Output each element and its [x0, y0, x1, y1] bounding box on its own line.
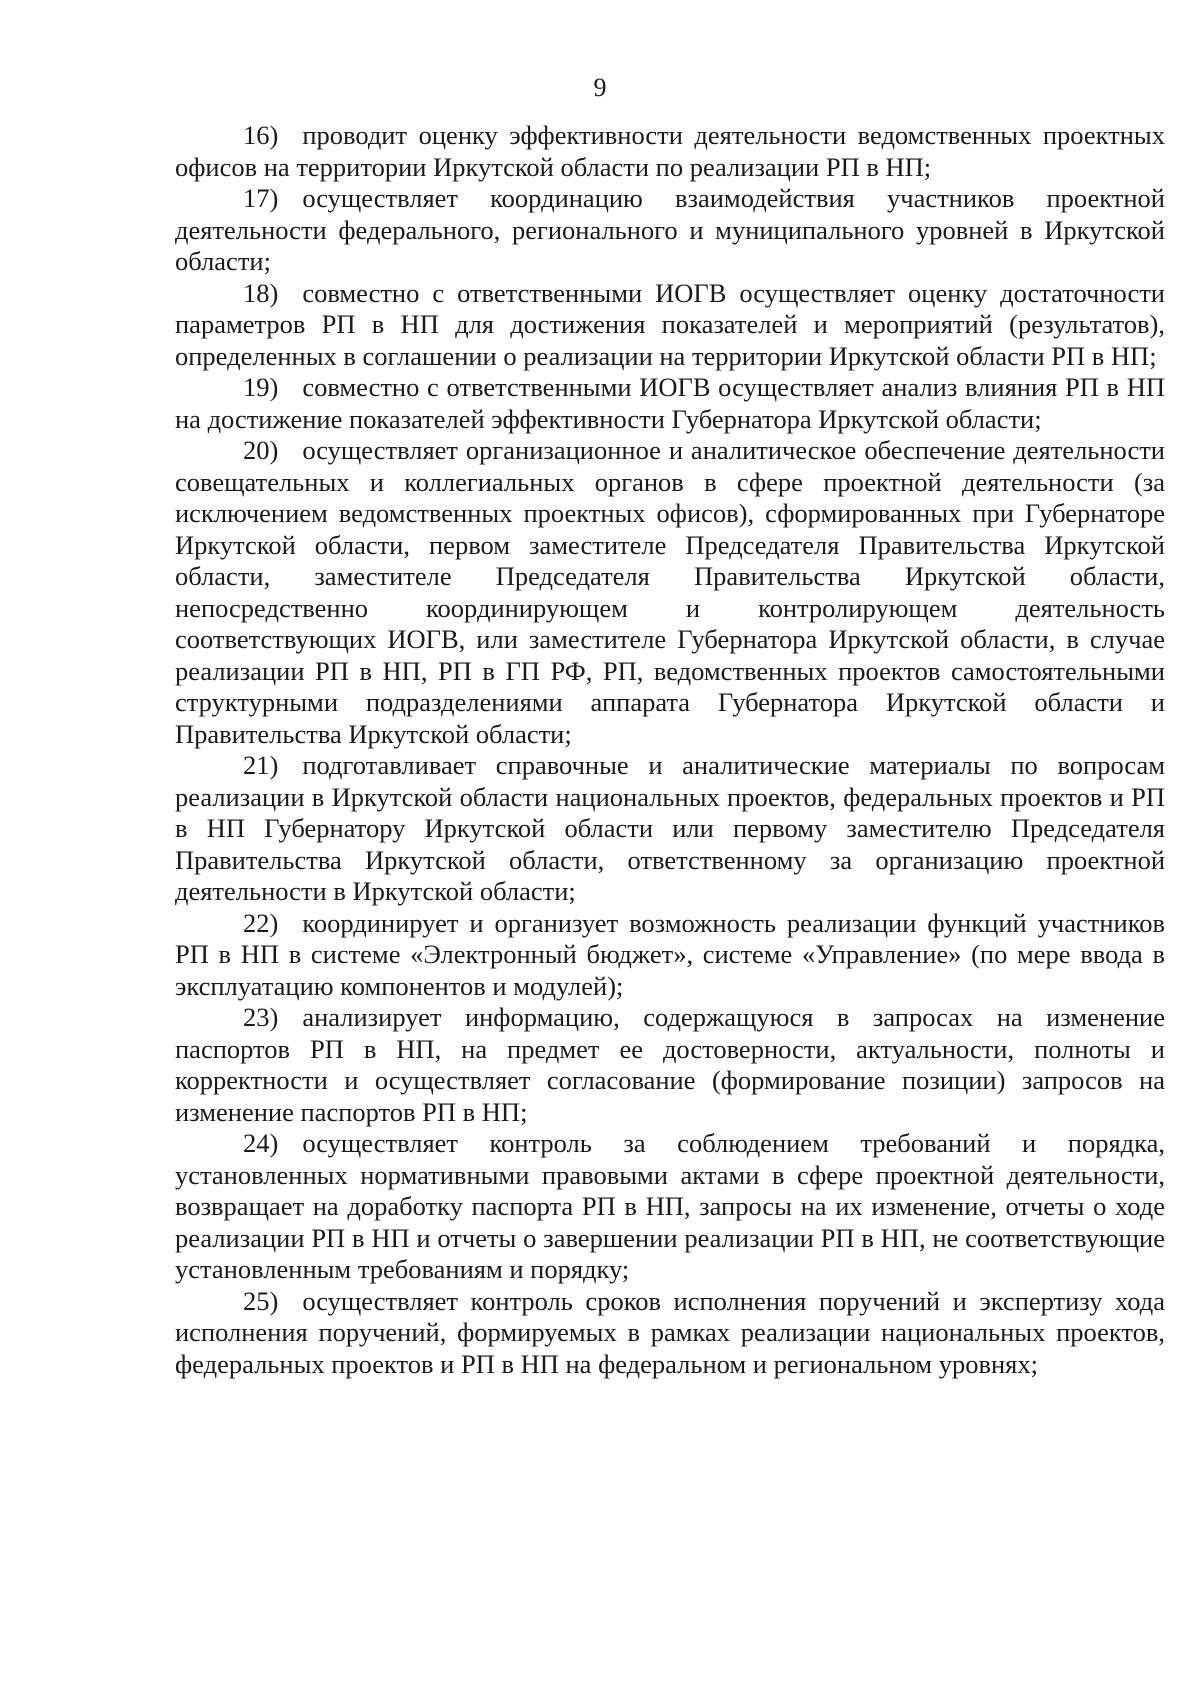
item-text: анализирует информацию, содержащуюся в запросах на изменение паспортов РП в НП, на предмет ее достоверности, актуальности, полноты и корректности и осуществляет согласование (формирование позиции) запросов на изменение паспортов РП в НП; [175, 1002, 1165, 1127]
item-text: совместно с ответственными ИОГВ осуществляет оценку достаточности параметров РП в НП для достижения показателей и мероприятий (результатов), определенных в соглашении о реализации на территории Иркутской области РП в НП; [175, 277, 1165, 371]
list-item [175, 1286, 1165, 1381]
item-text: координирует и организует возможность реализации функций участников РП в НП в системе «Электронный бюджет», системе «Управление» (по мере ввода в эксплуатацию компонентов и модулей); [175, 907, 1165, 1001]
list-item [175, 750, 1165, 908]
page-number: 9 [593, 73, 607, 102]
list-item [175, 1128, 1165, 1286]
item-number: 21) [243, 750, 279, 780]
item-number: 20) [243, 435, 279, 465]
list-item [175, 120, 1165, 183]
item-number: 22) [243, 907, 279, 938]
item-text: осуществляет организационное и аналитическое обеспечение деятельности совещательных и коллегиальных органов в сфере проектной деятельности (за исключением ведомственных проектных офисов), сформированных при Губернаторе Иркутской области, первом заместителе Председателя Правительства Иркутской области, заместителе Председателя Правительства Иркутской области, непосредственно координирующем и контролирующем деятельность соответствующих ИОГВ, или заместителе Губернатора Иркутской области, в случае реализации РП в НП, РП в ГП РФ, РП, ведомственных проектов самостоятельными структурными подразделениями аппарата Губернатора Иркутской области и Правительства Иркутской области; [175, 435, 1165, 749]
item-text: осуществляет контроль за соблюдением требований и порядка, установленных нормативными правовыми актами в сфере проектной деятельности, возвращает на доработку паспорта РП в НП, запросы на их изменение, отчеты о ходе реализации РП в НП и отчеты о завершении реализации РП в НП, не соответствующие установленным требованиям и порядку; [175, 1128, 1165, 1284]
list-item [175, 1002, 1165, 1128]
item-number: 25) [243, 1285, 279, 1316]
list-item [175, 183, 1165, 278]
item-number: 16) [243, 120, 279, 150]
item-text: осуществляет контроль сроков исполнения поручений и экспертизу хода исполнения поручений, формируемых в рамках реализации национальных проектов, федеральных проектов и РП в НП на федеральном и региональном уровнях; [175, 1285, 1165, 1379]
document-body [175, 120, 1165, 1380]
item-number: 19) [243, 372, 279, 402]
item-text: совместно с ответственными ИОГВ осуществляет анализ влияния РП в НП на достижение показателей эффективности Губернатора Иркутской области; [175, 372, 1165, 434]
list-item [175, 908, 1165, 1003]
item-text: подготавливает справочные и аналитические материалы по вопросам реализации в Иркутской области национальных проектов, федеральных проектов и РП в НП Губернатору Иркутской области или первому заместителю Председателя Правительства Иркутской области, ответственному за организацию проектной деятельности в Иркутской области; [175, 750, 1165, 906]
item-text: осуществляет координацию взаимодействия участников проектной деятельности федерального, регионального и муниципального уровней в Иркутской области; [175, 183, 1165, 276]
list-item [175, 278, 1165, 373]
item-number: 18) [243, 277, 279, 308]
list-item [175, 372, 1165, 435]
item-number: 24) [243, 1128, 279, 1158]
item-number: 17) [243, 183, 279, 213]
item-text: проводит оценку эффективности деятельности ведомственных проектных офисов на территории Иркутской области по реализации РП в НП; [175, 120, 1165, 182]
item-number: 23) [243, 1002, 279, 1032]
list-item [175, 435, 1165, 750]
